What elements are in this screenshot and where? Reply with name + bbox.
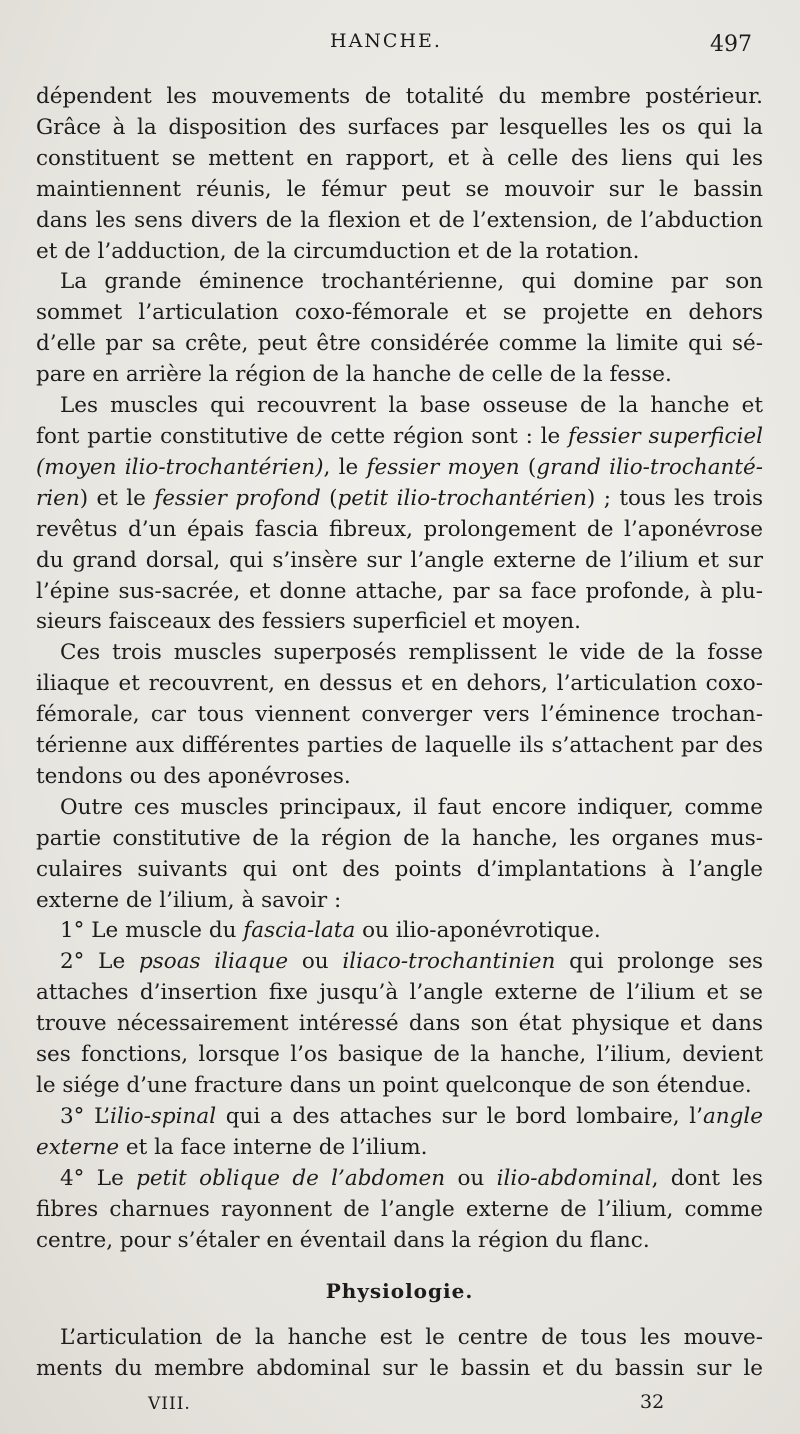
italic-term: fessier profond	[154, 485, 321, 511]
text-line: 3° L’ilio-spinal qui a des attaches sur le bord lombaire, l’angle	[60, 1103, 763, 1129]
text-line: revêtus d’un épais fascia fibreux, prolongement de l’aponévrose	[36, 516, 763, 542]
text-line: et de l’adduction, de la circumduction et de la rotation.	[36, 238, 640, 264]
italic-term: petit ilio-trochantérien	[337, 485, 587, 511]
text-line: L’articulation de la hanche est le centre de tous les mouve-	[60, 1325, 763, 1351]
text-line: rien) et le fessier profond (petit ilio-trochantérien) ; tous les trois	[36, 485, 763, 511]
text-line: externe de l’ilium, à savoir :	[36, 887, 342, 913]
italic-term: iliaco-trochantinien	[342, 949, 556, 975]
italic-term: externe	[36, 1134, 120, 1160]
text-line: Outre ces muscles principaux, il faut encore indiquer, comme	[60, 794, 763, 820]
text-line: La grande éminence trochantérienne, qui domine par son	[60, 269, 763, 295]
italic-term: petit oblique de l’abdomen	[136, 1165, 446, 1191]
body-text	[36, 82, 763, 1385]
text-line: dans les sens divers de la flexion et de l’extension, de l’abduction	[36, 207, 763, 233]
text-line: sieurs faisceaux des fessiers superficiel et moyen.	[36, 609, 581, 635]
section-heading: Physiologie.	[325, 1279, 474, 1304]
text-line: térienne aux différentes parties de laquelle ils s’attachent par des	[36, 733, 763, 759]
italic-term: rien	[36, 485, 80, 511]
page-number: 497	[710, 32, 752, 57]
text-line: attaches d’insertion fixe jusqu’à l’angle externe de l’ilium et se	[36, 980, 763, 1006]
text-line: fibres charnues rayonnent de l’angle externe de l’ilium, comme	[36, 1196, 763, 1222]
italic-term: grand ilio-trochanté-	[536, 454, 763, 480]
text-line: le siége d’une fracture dans un point quelconque de son étendue.	[36, 1073, 752, 1098]
signature-mark: VIII.	[148, 1394, 191, 1414]
text-line: partie constitutive de la région de la hanche, les organes mus-	[36, 825, 763, 851]
text-line: trouve nécessairement intéressé dans son état physique et dans	[36, 1011, 763, 1037]
text-line: d’elle par sa crête, peut être considérée comme la limite qui sé-	[36, 331, 763, 357]
text-line: font partie constitutive de cette région sont : le fessier superficiel	[36, 423, 763, 449]
text-line: 1° Le muscle du fascia-lata ou ilio-aponévrotique.	[60, 918, 601, 944]
text-line: pare en arrière la région de la hanche de celle de la fesse.	[36, 362, 672, 388]
text-line: externe et la face interne de l’ilium.	[36, 1134, 428, 1160]
text-line: (moyen ilio-trochantérien), le fessier moyen (grand ilio-trochanté-	[36, 454, 763, 480]
text-line: Les muscles qui recouvrent la base osseuse de la hanche et	[60, 393, 763, 419]
italic-term: angle	[702, 1103, 763, 1129]
running-head: HANCHE.	[330, 30, 442, 52]
text-line: Ces trois muscles superposés remplissent le vide de la fosse	[60, 640, 763, 666]
text-line: tendons ou des aponévroses.	[36, 763, 351, 789]
text-line: 4° Le petit oblique de l’abdomen ou ilio-abdominal, dont les	[60, 1165, 763, 1191]
text-line: 2° Le psoas iliaque ou iliaco-trochantinien qui prolonge ses	[60, 949, 764, 975]
text-line: centre, pour s’étaler en éventail dans la région du flanc.	[36, 1227, 650, 1253]
text-line: ments du membre abdominal sur le bassin et du bassin sur le	[36, 1356, 763, 1382]
italic-term: psoas iliaque	[138, 949, 289, 975]
text-line: du grand dorsal, qui s’insère sur l’angle externe de l’ilium et sur	[36, 547, 763, 573]
italic-term: ilio-spinal	[110, 1103, 217, 1129]
text-line: l’épine sus-sacrée, et donne attache, par sa face profonde, à plu-	[36, 578, 763, 604]
sheet-number: 32	[640, 1391, 665, 1413]
text-line: maintiennent réunis, le fémur peut se mouvoir sur le bassin	[36, 176, 763, 202]
text-line: sommet l’articulation coxo-fémorale et se projette en dehors	[36, 300, 763, 326]
italic-term: fessier moyen	[366, 454, 520, 480]
text-line: dépendent les mouvements de totalité du membre postérieur.	[36, 84, 763, 109]
italic-term: ilio-abdominal	[496, 1165, 652, 1191]
text-line: culaires suivants qui ont des points d’implantations à l’angle	[36, 856, 763, 882]
text-line: constituent se mettent en rapport, et à celle des liens qui les	[36, 145, 763, 171]
italic-term: fascia-lata	[243, 918, 356, 944]
text-line: Grâce à la disposition des surfaces par lesquelles les os qui la	[36, 114, 763, 140]
text-line: iliaque et recouvrent, en dessus et en dehors, l’articulation coxo-	[36, 671, 763, 697]
text-line: fémorale, car tous viennent converger vers l’éminence trochan-	[36, 702, 763, 728]
italic-term: (moyen ilio-trochantérien)	[36, 454, 324, 480]
text-line: ses fonctions, lorsque l’os basique de la hanche, l’ilium, devient	[36, 1042, 763, 1068]
italic-term: fessier superficiel	[568, 423, 763, 449]
